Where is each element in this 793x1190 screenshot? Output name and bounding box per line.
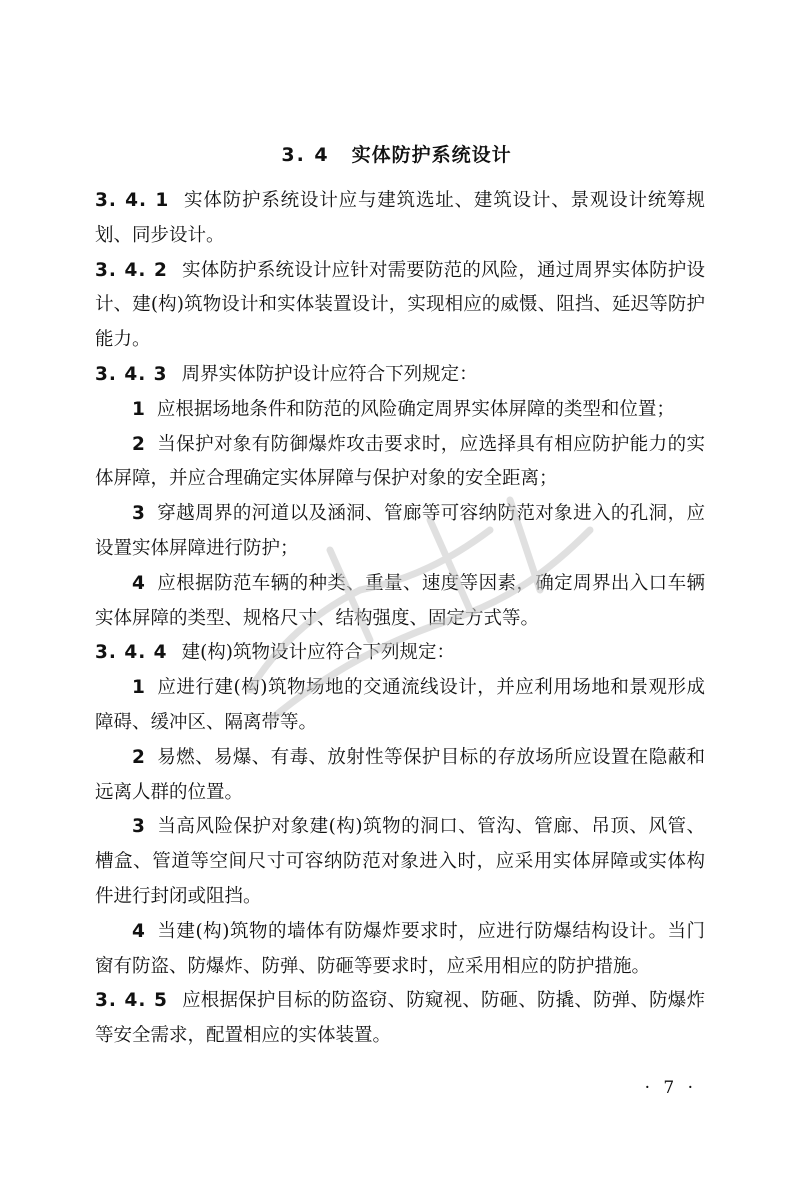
clause-3-4-3-item-1 <box>95 393 705 428</box>
clause-3-4-3-item-2 <box>95 428 705 498</box>
item-number: 3 <box>132 503 145 525</box>
clause-3-4-3 <box>95 358 705 393</box>
section-number: 3. 4 <box>281 144 330 166</box>
clause-3-4-4-item-1 <box>95 671 705 741</box>
clause-text: 实体防护系统设计应针对需要防范的风险，通过周界实体防护设计、建(构)筑物设计和实体装置设计，实现相应的威慑、阻挡、延迟等防护能力。 <box>95 259 705 351</box>
clause-number: 3. 4. 5 <box>95 990 168 1012</box>
item-text: 应根据防范车辆的种类、重量、速度等因素，确定周界出入口车辆实体屏障的类型、规格尺寸、结构强度、固定方式等。 <box>95 572 705 629</box>
item-number: 4 <box>132 572 145 594</box>
item-number: 1 <box>132 677 145 699</box>
item-number: 2 <box>132 433 145 455</box>
clause-number: 3. 4. 4 <box>95 642 168 664</box>
item-number: 3 <box>132 816 145 838</box>
item-text: 当建(构)筑物的墙体有防爆炸要求时，应进行防爆结构设计。当门窗有防盗、防爆炸、防弹、防砸等要求时，应采用相应的防护措施。 <box>95 920 705 977</box>
clause-3-4-3-item-3 <box>95 497 705 567</box>
item-number: 4 <box>132 920 145 942</box>
clause-number: 3. 4. 2 <box>95 259 168 281</box>
section-heading <box>0 140 793 167</box>
section-title-text: 实体防护系统设计 <box>351 144 512 166</box>
item-text: 穿越周界的河道以及涵洞、管廊等可容纳防范对象进入的孔洞，应设置实体屏障进行防护； <box>95 503 705 559</box>
clause-3-4-4-item-3 <box>95 810 705 914</box>
item-text: 易燃、易爆、有毒、放射性等保护目标的存放场所应设置在隐蔽和远离人群的位置。 <box>95 746 705 803</box>
body-text <box>95 184 705 1054</box>
clause-number: 3. 4. 1 <box>95 190 170 211</box>
clause-text: 实体防护系统设计应与建筑选址、建筑设计、景观设计统筹规划、同步设计。 <box>95 190 705 246</box>
item-number: 1 <box>132 398 145 420</box>
clause-3-4-5 <box>95 984 705 1054</box>
item-number: 2 <box>132 746 145 768</box>
item-text: 当高风险保护对象建(构)筑物的洞口、管沟、管廊、吊顶、风管、槽盒、管道等空间尺寸可容纳防范对象进入时，应采用实体屏障或实体构件进行封闭或阻挡。 <box>95 816 705 907</box>
item-text: 应进行建(构)筑物场地的交通流线设计，并应利用场地和景观形成障碍、缓冲区、隔离带等。 <box>95 677 705 733</box>
clause-3-4-4-item-4 <box>95 915 705 985</box>
clause-number: 3. 4. 3 <box>95 363 168 385</box>
clause-3-4-3-item-4 <box>95 567 705 637</box>
page-number: · 7 · <box>644 1078 697 1098</box>
clause-text: 应根据保护目标的防盗窃、防窥视、防砸、防撬、防弹、防爆炸等安全需求，配置相应的实体装置。 <box>95 990 705 1047</box>
clause-3-4-4-item-2 <box>95 741 705 811</box>
clause-3-4-4 <box>95 636 705 671</box>
clause-3-4-1 <box>95 184 705 254</box>
clause-3-4-2 <box>95 254 705 358</box>
clause-text: 建(构)筑物设计应符合下列规定： <box>181 642 455 664</box>
clause-text: 周界实体防护设计应符合下列规定： <box>181 363 478 385</box>
item-text: 应根据场地条件和防范的风险确定周界实体屏障的类型和位置； <box>156 398 675 420</box>
item-text: 当保护对象有防御爆炸攻击要求时，应选择具有相应防护能力的实体屏障，并应合理确定实体屏障与保护对象的安全距离； <box>95 433 705 490</box>
